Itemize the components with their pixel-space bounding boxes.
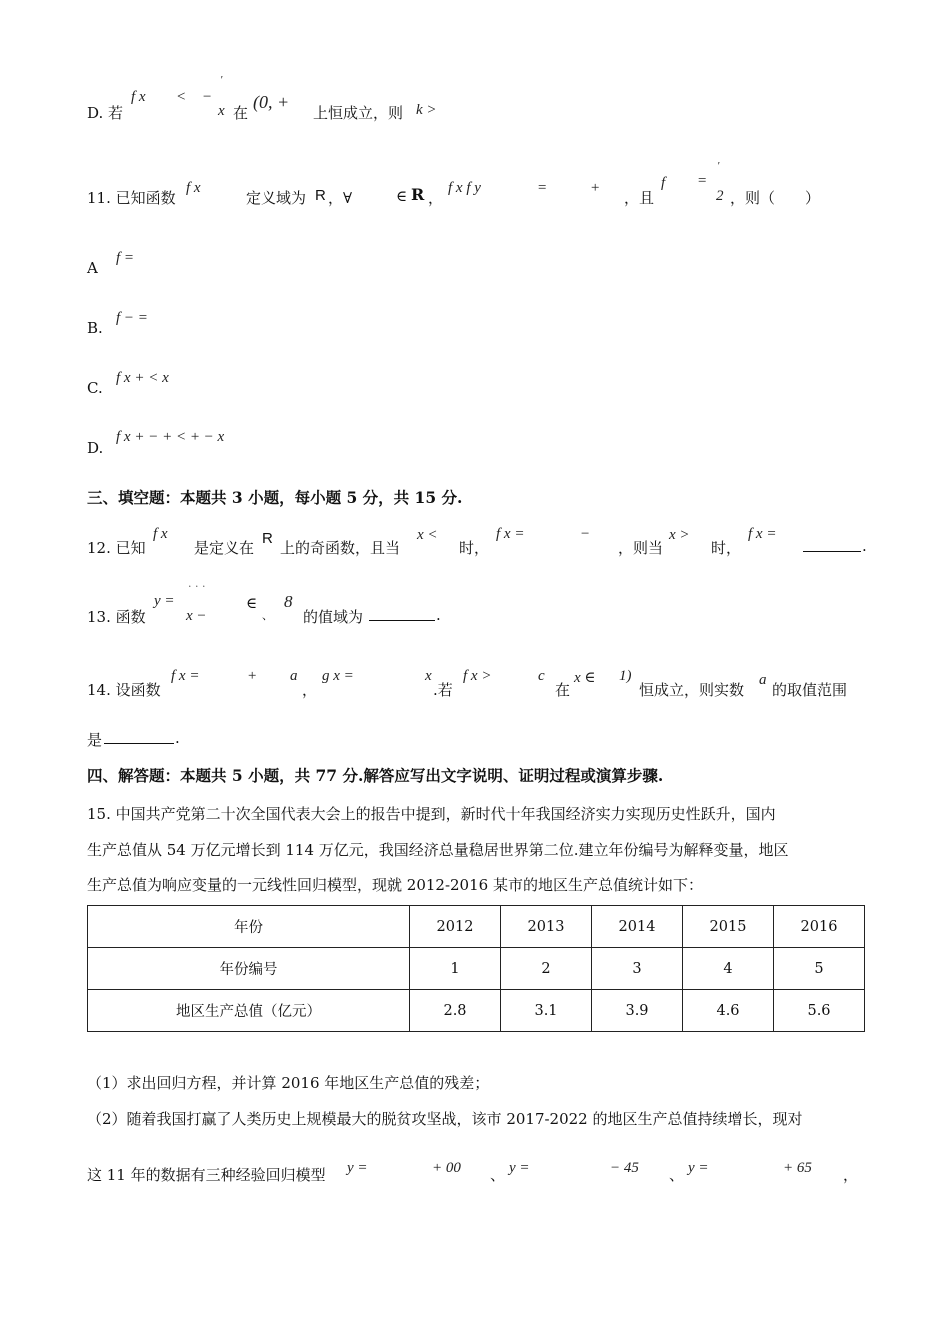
- q12-when1: 时，: [459, 539, 490, 557]
- q12-period: .: [862, 537, 867, 555]
- q15-part-2-line-1: （2）随着我国打赢了人类历史上规模最大的脱贫攻坚战，该市 2017-2022 的地区生产总值持续增长，现对: [87, 1110, 803, 1128]
- q12-prefix: 12. 已知: [87, 539, 146, 557]
- option-label: B.: [87, 319, 103, 337]
- q11-frag-f: f: [661, 175, 666, 191]
- q14-period: .: [175, 729, 180, 747]
- q14-is: 是: [87, 731, 103, 749]
- table-cell: 2013: [501, 906, 592, 948]
- q12-when2: 时，: [711, 539, 742, 557]
- table-cell: 2.8: [410, 990, 501, 1032]
- table-row: [88, 990, 865, 1032]
- q10-frag-minus: −: [202, 89, 213, 105]
- option-expr: f − =: [116, 310, 148, 326]
- q15-sep-1: 、: [490, 1166, 506, 1184]
- q14-answer-blank[interactable]: [104, 729, 174, 744]
- q11-frag-plus: +: [590, 180, 601, 196]
- q13-in: ∈: [246, 594, 258, 612]
- q15-model-2-tail: − 45: [610, 1160, 639, 1176]
- section-3-heading: 三、填空题：本题共 3 小题，每小题 5 分，共 15 分.: [87, 488, 463, 507]
- q11-frag-tick: ': [717, 160, 720, 172]
- q12-then-when: ，则当: [618, 539, 664, 557]
- q15-model-1-tail: + 00: [432, 1160, 461, 1176]
- q11-frag-eq2: =: [697, 173, 708, 189]
- q12-fx: f x: [153, 526, 168, 542]
- q12-is-def: 是定义在: [194, 539, 255, 557]
- table-cell: 地区生产总值（亿元）: [88, 990, 410, 1032]
- table-cell: 1: [410, 948, 501, 990]
- table-row: [88, 948, 865, 990]
- q10-frag-lt: <: [176, 89, 187, 105]
- option-expr: f x + − + < + − x: [116, 429, 225, 445]
- q11-stem-in: ∈: [396, 187, 408, 205]
- q13-y-eq: y =: [154, 593, 175, 609]
- q14-c: c: [538, 668, 545, 684]
- table-cell: 年份编号: [88, 948, 410, 990]
- q15-part-1: （1）求出回归方程，并计算 2016 年地区生产总值的残差；: [87, 1074, 490, 1092]
- section-4-heading: 四、解答题：本题共 5 小题，共 77 分.解答应写出文字说明、证明过程或演算步骤.: [87, 766, 664, 785]
- table-cell: 2015: [683, 906, 774, 948]
- table-cell: 3.9: [592, 990, 683, 1032]
- table-cell: 4: [683, 948, 774, 990]
- q11-frag-2: 2: [716, 188, 724, 204]
- q14-gx: g x =: [322, 668, 354, 684]
- q14-prefix: 14. 设函数: [87, 681, 161, 699]
- table-cell: 5.6: [774, 990, 865, 1032]
- q13-period: .: [436, 606, 441, 624]
- q12-odd: 上的奇函数，且当: [280, 539, 401, 557]
- q13-denom: x −: [186, 608, 207, 624]
- table-cell: 3: [592, 948, 683, 990]
- table-cell: 5: [774, 948, 865, 990]
- q12-xgt: x >: [669, 527, 690, 543]
- option-label: C.: [87, 379, 103, 397]
- q10-frag-interval: (0, +: [253, 92, 290, 112]
- q14-plus: +: [247, 668, 258, 684]
- table-cell: 3.1: [501, 990, 592, 1032]
- q14-rangeword: 的取值范围: [772, 681, 848, 699]
- q12-r: R: [262, 530, 273, 547]
- q11-stem-prefix: 11. 已知函数: [87, 189, 176, 207]
- table-cell: 年份: [88, 906, 410, 948]
- option-expr: f =: [116, 250, 135, 266]
- q12-minus: −: [580, 526, 591, 542]
- q15-model-1-yhat: y =: [347, 1160, 368, 1176]
- option-label: D.: [87, 439, 104, 457]
- q14-a2: a: [759, 672, 767, 688]
- q12-fx3: f x =: [748, 526, 777, 542]
- q14-a: a: [290, 668, 298, 684]
- q14-rparen: 1): [619, 668, 632, 684]
- table-cell: 2: [501, 948, 592, 990]
- option-expr: f x + < x: [116, 370, 169, 386]
- q15-line-1: 15. 中国共产党第二十次全国代表大会上的报告中提到，新时代十年我国经济实力实现历史性跃升，国内: [87, 805, 776, 823]
- q13-comma: 、: [262, 609, 273, 622]
- q15-end: ，: [843, 1166, 859, 1184]
- q11-frag-fxfy: f x f y: [448, 180, 481, 196]
- q15-line-3: 生产总值为响应变量的一元线性回归模型，现就 2012-2016 某市的地区生产总值统计如下：: [87, 876, 703, 894]
- q12-xlt: x <: [417, 527, 438, 543]
- q11-stem-bold-r: R: [411, 185, 425, 204]
- q12-fx2: f x =: [496, 526, 525, 542]
- q13-range: 的值域为: [303, 608, 364, 626]
- option-label: A: [87, 259, 98, 277]
- table-cell: 2014: [592, 906, 683, 948]
- q11-stem-r: R: [315, 187, 326, 204]
- q10-d-mid: 在: [233, 104, 249, 122]
- q11-stem-then: ，则（ ）: [730, 189, 821, 207]
- q14-xin: x ∈: [574, 670, 596, 686]
- q10-d-tail: 上恒成立，则: [313, 104, 404, 122]
- q10-frag-fx: f x: [131, 89, 146, 105]
- q11-frag-fx: f x: [186, 180, 201, 196]
- q15-part-2-line-2: 这 11 年的数据有三种经验回归模型: [87, 1166, 326, 1184]
- q15-model-2-yhat: y =: [509, 1160, 530, 1176]
- q14-at: 在: [555, 681, 571, 699]
- q11-comma: ，: [428, 189, 444, 207]
- gdp-table: [87, 905, 865, 1032]
- q13-dots: · · ·: [188, 580, 206, 593]
- table-cell: 2012: [410, 906, 501, 948]
- q14-comma: ，: [302, 681, 318, 699]
- q14-fxgt: f x >: [463, 668, 492, 684]
- q15-model-3-yhat: y =: [688, 1160, 709, 1176]
- q11-stem-forall: ，∀: [328, 189, 353, 207]
- q10-frag-x: x: [218, 103, 225, 119]
- q10-d-prefix: D. 若: [87, 104, 124, 122]
- q15-line-2: 生产总值从 54 万亿元增长到 114 万亿元，我国经济总量稳居世界第二位.建立年份编号为解释变量，地区: [87, 841, 789, 859]
- q10-frag-k: k >: [416, 102, 437, 118]
- q15-sep-2: 、: [669, 1166, 685, 1184]
- q10-frag-tick: ': [220, 74, 223, 86]
- table-cell: 4.6: [683, 990, 774, 1032]
- q15-model-3-tail: + 65: [783, 1160, 812, 1176]
- q11-stem-mid: 定义域为: [246, 189, 307, 207]
- q13-eight: 8: [284, 592, 293, 611]
- q14-x: x: [425, 668, 432, 684]
- q14-holds: 恒成立，则实数: [639, 681, 745, 699]
- q13-prefix: 13. 函数: [87, 608, 146, 626]
- q14-fx: f x =: [171, 668, 200, 684]
- q11-stem-and: ，且: [624, 189, 655, 207]
- q13-answer-blank[interactable]: [369, 606, 435, 621]
- table-row: [88, 906, 865, 948]
- q14-if: .若: [433, 681, 453, 699]
- q12-answer-blank[interactable]: [803, 537, 861, 552]
- q11-frag-eq: =: [537, 180, 548, 196]
- table-cell: 2016: [774, 906, 865, 948]
